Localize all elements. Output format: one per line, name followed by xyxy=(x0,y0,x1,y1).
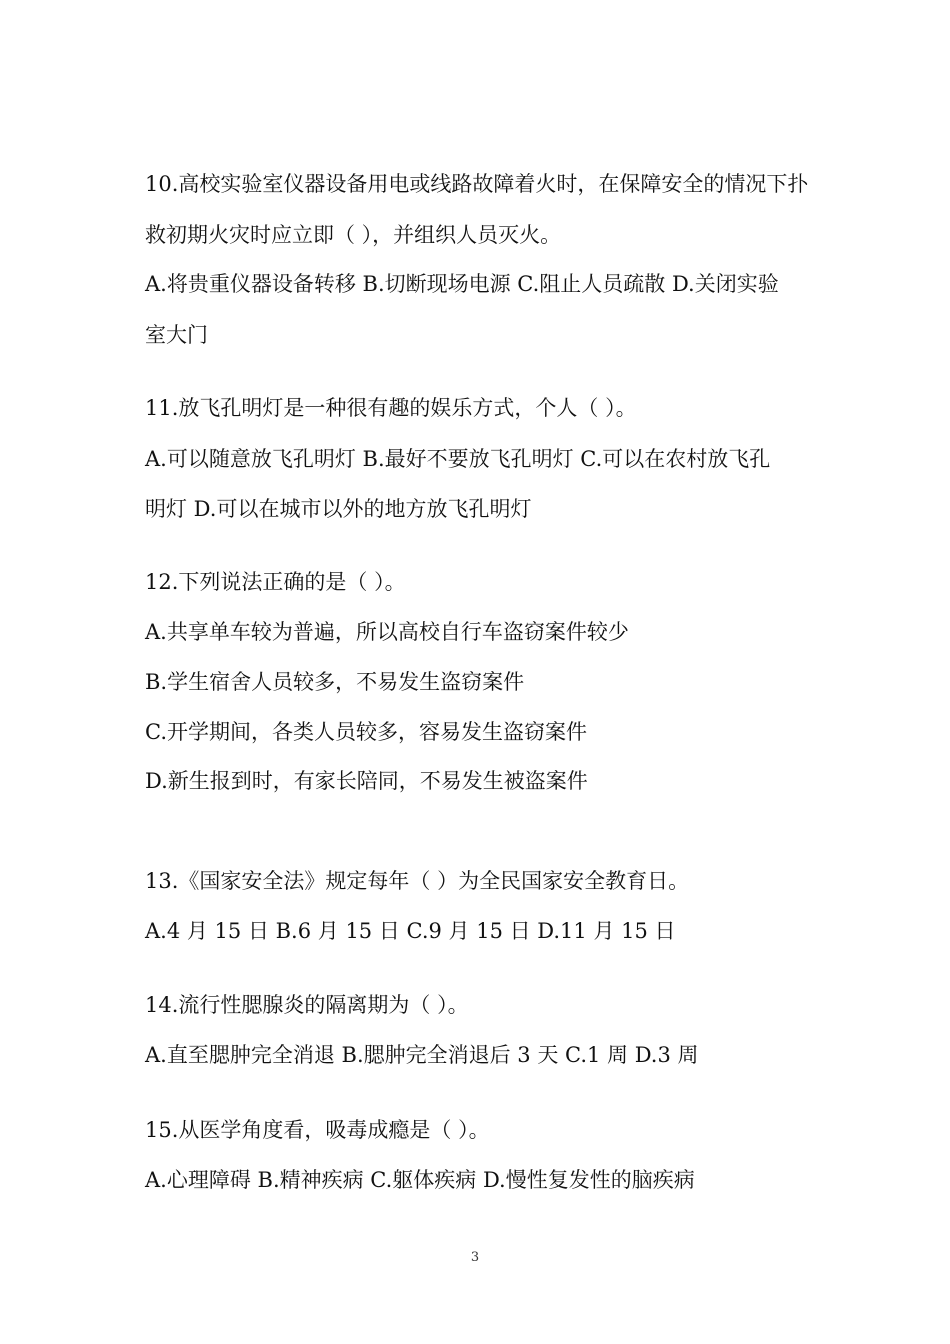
question-13-stem: 13.《国家安全法》规定每年（ ）为全民国家安全教育日。 xyxy=(145,869,690,893)
question-12-stem: 12.下列说法正确的是（ ）。 xyxy=(145,570,406,594)
question-12-option-d: D.新生报到时，有家长陪同，不易发生被盗案件 xyxy=(145,769,588,793)
question-10-options-line-1: A.将贵重仪器设备转移 B.切断现场电源 C.阻止人员疏散 D.关闭实验 xyxy=(145,272,779,296)
question-11-options-line-2: 明灯 D.可以在城市以外的地方放飞孔明灯 xyxy=(145,497,532,521)
question-10-stem-line-2: 救初期火灾时应立即（ ），并组织人员灭火。 xyxy=(145,223,562,247)
question-15-stem: 15.从医学角度看，吸毒成瘾是（ ）。 xyxy=(145,1118,490,1142)
question-15-options: A.心理障碍 B.精神疾病 C.躯体疾病 D.慢性复发性的脑疾病 xyxy=(145,1168,695,1192)
page-number: 3 xyxy=(470,1250,480,1265)
question-11-options-line-1: A.可以随意放飞孔明灯 B.最好不要放飞孔明灯 C.可以在农村放飞孔 xyxy=(145,447,771,471)
question-12-option-a: A.共享单车较为普遍，所以高校自行车盗窃案件较少 xyxy=(145,620,629,644)
question-10-options-line-2: 室大门 xyxy=(145,323,208,347)
question-12-option-b: B.学生宿舍人员较多，不易发生盗窃案件 xyxy=(145,670,525,694)
question-11-stem: 11.放飞孔明灯是一种很有趣的娱乐方式，个人（ ）。 xyxy=(145,396,637,420)
question-14-options: A.直至腮肿完全消退 B.腮肿完全消退后 3 天 C.1 周 D.3 周 xyxy=(145,1043,699,1067)
question-12-option-c: C.开学期间，各类人员较多，容易发生盗窃案件 xyxy=(145,720,587,744)
question-10-stem-line-1: 10.高校实验室仪器设备用电或线路故障着火时，在保障安全的情况下扑 xyxy=(145,172,809,196)
question-14-stem: 14.流行性腮腺炎的隔离期为（ ）。 xyxy=(145,993,469,1017)
question-13-options: A.4 月 15 日 B.6 月 15 日 C.9 月 15 日 D.11 月 15 日 xyxy=(145,919,676,943)
